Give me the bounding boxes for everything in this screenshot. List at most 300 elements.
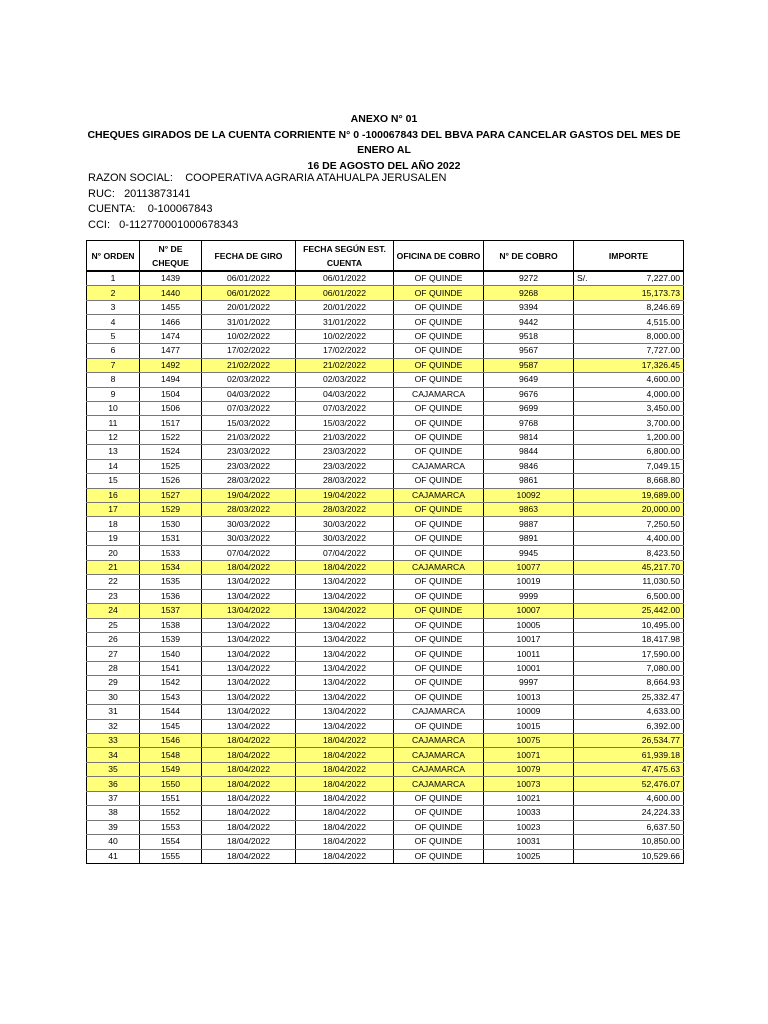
cell-fecha-est: 30/03/2022 — [296, 531, 394, 545]
table-row — [87, 387, 684, 401]
cell-orden: 37 — [87, 791, 140, 805]
cell-orden: 14 — [87, 459, 140, 473]
cell-cobro: 10079 — [484, 762, 574, 776]
cell-fecha-est: 07/03/2022 — [296, 401, 394, 415]
col-header-fecha-giro: FECHA DE GIRO — [202, 241, 296, 272]
importe-value: 7,227.00 — [646, 273, 680, 284]
table-row — [87, 416, 684, 430]
cell-orden: 2 — [87, 286, 140, 300]
document-title-line2: 16 DE AGOSTO DEL AÑO 2022 — [307, 159, 461, 172]
table-row — [87, 315, 684, 329]
cell-importe — [574, 300, 684, 314]
cell-fecha-est: 18/04/2022 — [296, 791, 394, 805]
cell-oficina: OF QUINDE — [394, 676, 484, 690]
cell-orden: 30 — [87, 690, 140, 704]
cell-cobro: 9945 — [484, 546, 574, 560]
cell-fecha-est: 18/04/2022 — [296, 806, 394, 820]
cell-oficina: OF QUINDE — [394, 647, 484, 661]
cell-fecha-giro: 13/04/2022 — [202, 705, 296, 719]
cell-importe — [574, 705, 684, 719]
importe-value: 1,200.00 — [646, 432, 680, 443]
cell-fecha-est: 30/03/2022 — [296, 517, 394, 531]
cell-orden: 22 — [87, 575, 140, 589]
cell-cobro: 9699 — [484, 401, 574, 415]
importe-value: 20,000.00 — [641, 504, 680, 515]
cell-oficina: OF QUINDE — [394, 806, 484, 820]
cell-orden: 32 — [87, 719, 140, 733]
cuenta-value: 0-100067843 — [147, 203, 213, 215]
cell-orden: 15 — [87, 474, 140, 488]
importe-value: 8,423.50 — [646, 547, 680, 558]
cell-orden: 41 — [87, 849, 140, 863]
cell-cheque: 1506 — [140, 401, 202, 415]
cell-cobro: 10033 — [484, 806, 574, 820]
table-row — [87, 604, 684, 618]
cell-cobro: 10009 — [484, 705, 574, 719]
importe-value: 61,939.18 — [641, 749, 680, 760]
cell-cheque: 1455 — [140, 300, 202, 314]
cell-importe — [574, 430, 684, 444]
cell-oficina: CAJAMARCA — [394, 748, 484, 762]
cell-orden: 34 — [87, 748, 140, 762]
table-row — [87, 358, 684, 372]
cell-oficina: OF QUINDE — [394, 517, 484, 531]
cell-fecha-giro: 28/03/2022 — [202, 503, 296, 517]
cell-orden: 23 — [87, 589, 140, 603]
cell-cobro: 10017 — [484, 632, 574, 646]
cell-cheque: 1541 — [140, 661, 202, 675]
table-row — [87, 690, 684, 704]
cell-orden: 8 — [87, 373, 140, 387]
cell-cobro: 9676 — [484, 387, 574, 401]
table-row — [87, 734, 684, 748]
table-row — [87, 676, 684, 690]
cell-fecha-est: 18/04/2022 — [296, 849, 394, 863]
importe-value: 10,850.00 — [641, 836, 680, 847]
cell-cheque: 1526 — [140, 474, 202, 488]
importe-value: 17,590.00 — [641, 648, 680, 659]
importe-value: 6,637.50 — [646, 821, 680, 832]
cell-orden: 28 — [87, 661, 140, 675]
importe-value: 52,476.07 — [641, 778, 680, 789]
cell-orden: 20 — [87, 546, 140, 560]
importe-value: 6,500.00 — [646, 590, 680, 601]
cell-fecha-est: 02/03/2022 — [296, 373, 394, 387]
cell-fecha-giro: 13/04/2022 — [202, 676, 296, 690]
cell-cobro: 9891 — [484, 531, 574, 545]
cell-fecha-est: 19/04/2022 — [296, 488, 394, 502]
cell-importe — [574, 474, 684, 488]
cell-oficina: OF QUINDE — [394, 589, 484, 603]
cell-importe — [574, 777, 684, 791]
cell-importe — [574, 734, 684, 748]
cell-fecha-giro: 18/04/2022 — [202, 835, 296, 849]
razon-social-value: COOPERATIVA AGRARIA ATAHUALPA JERUSALEN — [185, 172, 447, 184]
cell-fecha-giro: 23/03/2022 — [202, 459, 296, 473]
cell-importe — [574, 401, 684, 415]
cell-cheque: 1527 — [140, 488, 202, 502]
cell-cheque: 1550 — [140, 777, 202, 791]
cell-cheque: 1477 — [140, 344, 202, 358]
cuenta-row — [88, 202, 446, 218]
cell-fecha-est: 23/03/2022 — [296, 459, 394, 473]
cell-fecha-giro: 13/04/2022 — [202, 604, 296, 618]
ruc-row — [88, 187, 446, 203]
cell-orden: 39 — [87, 820, 140, 834]
importe-value: 8,668.80 — [646, 475, 680, 486]
annex-title: ANEXO N° 01 — [350, 113, 418, 125]
cell-cobro: 9846 — [484, 459, 574, 473]
cell-importe — [574, 271, 684, 286]
cell-orden: 38 — [87, 806, 140, 820]
cell-importe — [574, 575, 684, 589]
razon-social-label: RAZON SOCIAL: — [88, 172, 173, 184]
cell-fecha-est: 13/04/2022 — [296, 719, 394, 733]
importe-value: 26,534.77 — [641, 735, 680, 746]
cell-fecha-est: 06/01/2022 — [296, 286, 394, 300]
cell-importe — [574, 286, 684, 300]
cell-fecha-giro: 18/04/2022 — [202, 849, 296, 863]
cell-fecha-est: 18/04/2022 — [296, 762, 394, 776]
cell-oficina: OF QUINDE — [394, 329, 484, 343]
cell-cheque: 1540 — [140, 647, 202, 661]
table-row — [87, 560, 684, 574]
cell-fecha-giro: 31/01/2022 — [202, 315, 296, 329]
cell-fecha-est: 13/04/2022 — [296, 661, 394, 675]
cell-orden: 19 — [87, 531, 140, 545]
importe-value: 4,400.00 — [646, 533, 680, 544]
importe-value: 7,049.15 — [646, 460, 680, 471]
cell-importe — [574, 373, 684, 387]
table-row — [87, 820, 684, 834]
cell-orden: 40 — [87, 835, 140, 849]
cell-importe — [574, 589, 684, 603]
cell-importe — [574, 531, 684, 545]
cell-oficina: OF QUINDE — [394, 604, 484, 618]
table-row — [87, 705, 684, 719]
table-row — [87, 445, 684, 459]
table-row — [87, 517, 684, 531]
cell-cheque: 1536 — [140, 589, 202, 603]
cell-cheque: 1535 — [140, 575, 202, 589]
cell-fecha-giro: 19/04/2022 — [202, 488, 296, 502]
table-row — [87, 531, 684, 545]
table-row — [87, 401, 684, 415]
cell-cobro: 10023 — [484, 820, 574, 834]
cell-fecha-est: 23/03/2022 — [296, 445, 394, 459]
cell-fecha-giro: 13/04/2022 — [202, 618, 296, 632]
company-info — [88, 171, 446, 233]
table-row — [87, 849, 684, 863]
cell-oficina: OF QUINDE — [394, 791, 484, 805]
cell-cobro: 9861 — [484, 474, 574, 488]
importe-value: 8,246.69 — [646, 302, 680, 313]
cell-oficina: OF QUINDE — [394, 531, 484, 545]
cell-cobro: 10013 — [484, 690, 574, 704]
cell-importe — [574, 503, 684, 517]
cell-fecha-est: 18/04/2022 — [296, 835, 394, 849]
cell-cobro: 9844 — [484, 445, 574, 459]
cell-cobro: 9999 — [484, 589, 574, 603]
cell-cobro: 9863 — [484, 503, 574, 517]
importe-value: 25,442.00 — [641, 605, 680, 616]
cell-oficina: OF QUINDE — [394, 401, 484, 415]
cell-orden: 5 — [87, 329, 140, 343]
cell-fecha-giro: 17/02/2022 — [202, 344, 296, 358]
cell-importe — [574, 632, 684, 646]
importe-value: 8,664.93 — [646, 677, 680, 688]
cell-importe — [574, 344, 684, 358]
cell-cheque: 1544 — [140, 705, 202, 719]
cell-importe — [574, 459, 684, 473]
cell-fecha-giro: 23/03/2022 — [202, 445, 296, 459]
cell-fecha-giro: 20/01/2022 — [202, 300, 296, 314]
table-row — [87, 430, 684, 444]
cell-cobro: 10015 — [484, 719, 574, 733]
importe-value: 19,689.00 — [641, 489, 680, 500]
cell-importe — [574, 647, 684, 661]
document-title-line1: CHEQUES GIRADOS DE LA CUENTA CORRIENTE N° 0 -100067843 DEL BBVA PARA CANCELAR GASTOS DEL MES DE ENERO AL — [87, 128, 681, 156]
cell-cobro: 9442 — [484, 315, 574, 329]
cell-cobro: 9268 — [484, 286, 574, 300]
importe-value: 18,417.98 — [641, 634, 680, 645]
cell-fecha-giro: 30/03/2022 — [202, 517, 296, 531]
cell-oficina: OF QUINDE — [394, 474, 484, 488]
importe-value: 3,450.00 — [646, 403, 680, 414]
cell-cobro: 9587 — [484, 358, 574, 372]
importe-value: 24,224.33 — [641, 807, 680, 818]
table-row — [87, 300, 684, 314]
cell-fecha-giro: 13/04/2022 — [202, 719, 296, 733]
cell-cobro: 9887 — [484, 517, 574, 531]
cell-fecha-giro: 18/04/2022 — [202, 560, 296, 574]
importe-value: 4,600.00 — [646, 792, 680, 803]
cell-cheque: 1546 — [140, 734, 202, 748]
cell-orden: 12 — [87, 430, 140, 444]
importe-value: 7,250.50 — [646, 518, 680, 529]
table-row — [87, 488, 684, 502]
cell-oficina: OF QUINDE — [394, 835, 484, 849]
cell-oficina: OF QUINDE — [394, 373, 484, 387]
cell-importe — [574, 661, 684, 675]
cell-cobro: 10025 — [484, 849, 574, 863]
cell-fecha-giro: 06/01/2022 — [202, 271, 296, 286]
cell-cobro: 9567 — [484, 344, 574, 358]
cell-cobro: 10073 — [484, 777, 574, 791]
cell-cheque: 1530 — [140, 517, 202, 531]
cell-importe — [574, 762, 684, 776]
cell-cobro: 9649 — [484, 373, 574, 387]
table-row — [87, 632, 684, 646]
cell-cobro: 10092 — [484, 488, 574, 502]
cell-cheque: 1543 — [140, 690, 202, 704]
cci-value: 0-112770001000678343 — [119, 218, 239, 231]
cell-cobro: 10071 — [484, 748, 574, 762]
cell-cheque: 1494 — [140, 373, 202, 387]
cell-fecha-est: 13/04/2022 — [296, 575, 394, 589]
importe-value: 47,475.63 — [641, 764, 680, 775]
cell-fecha-est: 04/03/2022 — [296, 387, 394, 401]
table-row — [87, 835, 684, 849]
cell-importe — [574, 820, 684, 834]
cell-fecha-est: 21/03/2022 — [296, 430, 394, 444]
cell-orden: 17 — [87, 503, 140, 517]
cell-importe — [574, 488, 684, 502]
cell-cheque: 1517 — [140, 416, 202, 430]
cell-cheque: 1545 — [140, 719, 202, 733]
cell-oficina: OF QUINDE — [394, 849, 484, 863]
table-row — [87, 344, 684, 358]
cell-fecha-est: 18/04/2022 — [296, 560, 394, 574]
cell-orden: 33 — [87, 734, 140, 748]
cell-cheque: 1549 — [140, 762, 202, 776]
cell-oficina: CAJAMARCA — [394, 777, 484, 791]
cell-fecha-giro: 07/03/2022 — [202, 401, 296, 415]
cell-fecha-giro: 18/04/2022 — [202, 762, 296, 776]
table-header-row — [87, 241, 684, 272]
cell-importe — [574, 690, 684, 704]
cell-oficina: OF QUINDE — [394, 690, 484, 704]
cell-fecha-est: 10/02/2022 — [296, 329, 394, 343]
cell-importe — [574, 791, 684, 805]
cell-cheque: 1474 — [140, 329, 202, 343]
cell-cobro: 10005 — [484, 618, 574, 632]
cell-fecha-giro: 13/04/2022 — [202, 589, 296, 603]
cell-orden: 26 — [87, 632, 140, 646]
cell-cheque: 1524 — [140, 445, 202, 459]
cell-cobro: 9814 — [484, 430, 574, 444]
cell-oficina: OF QUINDE — [394, 546, 484, 560]
cell-cobro: 10019 — [484, 575, 574, 589]
cell-fecha-est: 13/04/2022 — [296, 705, 394, 719]
cell-cobro: 9272 — [484, 271, 574, 286]
cell-importe — [574, 546, 684, 560]
table-row — [87, 806, 684, 820]
cell-importe — [574, 445, 684, 459]
cell-fecha-est: 13/04/2022 — [296, 647, 394, 661]
cell-fecha-giro: 18/04/2022 — [202, 777, 296, 791]
cell-oficina: OF QUINDE — [394, 618, 484, 632]
cell-fecha-est: 28/03/2022 — [296, 474, 394, 488]
table-row — [87, 459, 684, 473]
table-row — [87, 791, 684, 805]
col-header-orden: N° ORDEN — [87, 241, 140, 272]
cell-cobro: 10007 — [484, 604, 574, 618]
cell-importe — [574, 604, 684, 618]
cell-oficina: OF QUINDE — [394, 575, 484, 589]
cell-orden: 29 — [87, 676, 140, 690]
cell-fecha-giro: 18/04/2022 — [202, 791, 296, 805]
cell-cobro: 9768 — [484, 416, 574, 430]
cell-cobro: 10031 — [484, 835, 574, 849]
cell-importe — [574, 329, 684, 343]
cell-fecha-est: 28/03/2022 — [296, 503, 394, 517]
cell-fecha-giro: 21/03/2022 — [202, 430, 296, 444]
cell-fecha-giro: 28/03/2022 — [202, 474, 296, 488]
cell-oficina: OF QUINDE — [394, 271, 484, 286]
cell-importe — [574, 676, 684, 690]
table-row — [87, 373, 684, 387]
cell-fecha-giro: 13/04/2022 — [202, 690, 296, 704]
cell-orden: 16 — [87, 488, 140, 502]
cell-cobro: 10011 — [484, 647, 574, 661]
cell-fecha-giro: 06/01/2022 — [202, 286, 296, 300]
cell-orden: 31 — [87, 705, 140, 719]
cell-fecha-giro: 18/04/2022 — [202, 820, 296, 834]
col-header-oficina: OFICINA DE COBRO — [394, 241, 484, 272]
cell-oficina: OF QUINDE — [394, 430, 484, 444]
cell-cheque: 1553 — [140, 820, 202, 834]
importe-value: 45,217.70 — [641, 561, 680, 572]
cell-cheque: 1466 — [140, 315, 202, 329]
importe-value: 11,030.50 — [642, 576, 680, 587]
cell-fecha-est: 15/03/2022 — [296, 416, 394, 430]
cell-oficina: OF QUINDE — [394, 300, 484, 314]
cell-orden: 7 — [87, 358, 140, 372]
cell-fecha-est: 18/04/2022 — [296, 734, 394, 748]
cell-oficina: OF QUINDE — [394, 286, 484, 300]
cell-cheque: 1533 — [140, 546, 202, 560]
cell-fecha-est: 13/04/2022 — [296, 589, 394, 603]
cell-fecha-est: 17/02/2022 — [296, 344, 394, 358]
ruc-value: 20113873141 — [124, 187, 191, 200]
cell-fecha-est: 13/04/2022 — [296, 618, 394, 632]
cell-fecha-giro: 18/04/2022 — [202, 748, 296, 762]
cell-fecha-est: 18/04/2022 — [296, 820, 394, 834]
cell-cobro: 10021 — [484, 791, 574, 805]
cell-fecha-est: 31/01/2022 — [296, 315, 394, 329]
col-header-cheque: N° DE CHEQUE — [140, 241, 202, 272]
cell-fecha-est: 13/04/2022 — [296, 604, 394, 618]
cci-label: CCI: — [88, 218, 110, 231]
importe-value: 4,600.00 — [646, 374, 680, 385]
table-row — [87, 474, 684, 488]
cell-importe — [574, 387, 684, 401]
document-header — [86, 112, 682, 174]
cell-fecha-giro: 18/04/2022 — [202, 806, 296, 820]
cell-oficina: CAJAMARCA — [394, 705, 484, 719]
cell-cheque: 1522 — [140, 430, 202, 444]
cell-oficina: OF QUINDE — [394, 632, 484, 646]
cell-orden: 21 — [87, 560, 140, 574]
importe-value: 17,326.45 — [641, 359, 680, 370]
cell-cheque: 1551 — [140, 791, 202, 805]
cell-cheque: 1529 — [140, 503, 202, 517]
cheques-table — [86, 240, 684, 864]
cell-orden: 6 — [87, 344, 140, 358]
importe-value: 6,392.00 — [646, 720, 680, 731]
cell-fecha-est: 06/01/2022 — [296, 271, 394, 286]
col-header-importe: IMPORTE — [574, 241, 684, 272]
cci-row — [88, 218, 446, 234]
cell-cheque: 1531 — [140, 531, 202, 545]
cell-oficina: CAJAMARCA — [394, 734, 484, 748]
cell-fecha-giro: 13/04/2022 — [202, 661, 296, 675]
cell-fecha-est: 13/04/2022 — [296, 632, 394, 646]
cell-orden: 11 — [87, 416, 140, 430]
cell-cheque: 1525 — [140, 459, 202, 473]
cell-importe — [574, 748, 684, 762]
importe-value: 10,529.66 — [641, 850, 680, 861]
cell-fecha-giro: 21/02/2022 — [202, 358, 296, 372]
importe-value: 4,633.00 — [646, 706, 680, 717]
cell-cheque: 1504 — [140, 387, 202, 401]
importe-value: 15,173.73 — [641, 287, 680, 298]
cell-orden: 36 — [87, 777, 140, 791]
cell-fecha-est: 18/04/2022 — [296, 748, 394, 762]
cell-importe — [574, 416, 684, 430]
cell-orden: 18 — [87, 517, 140, 531]
